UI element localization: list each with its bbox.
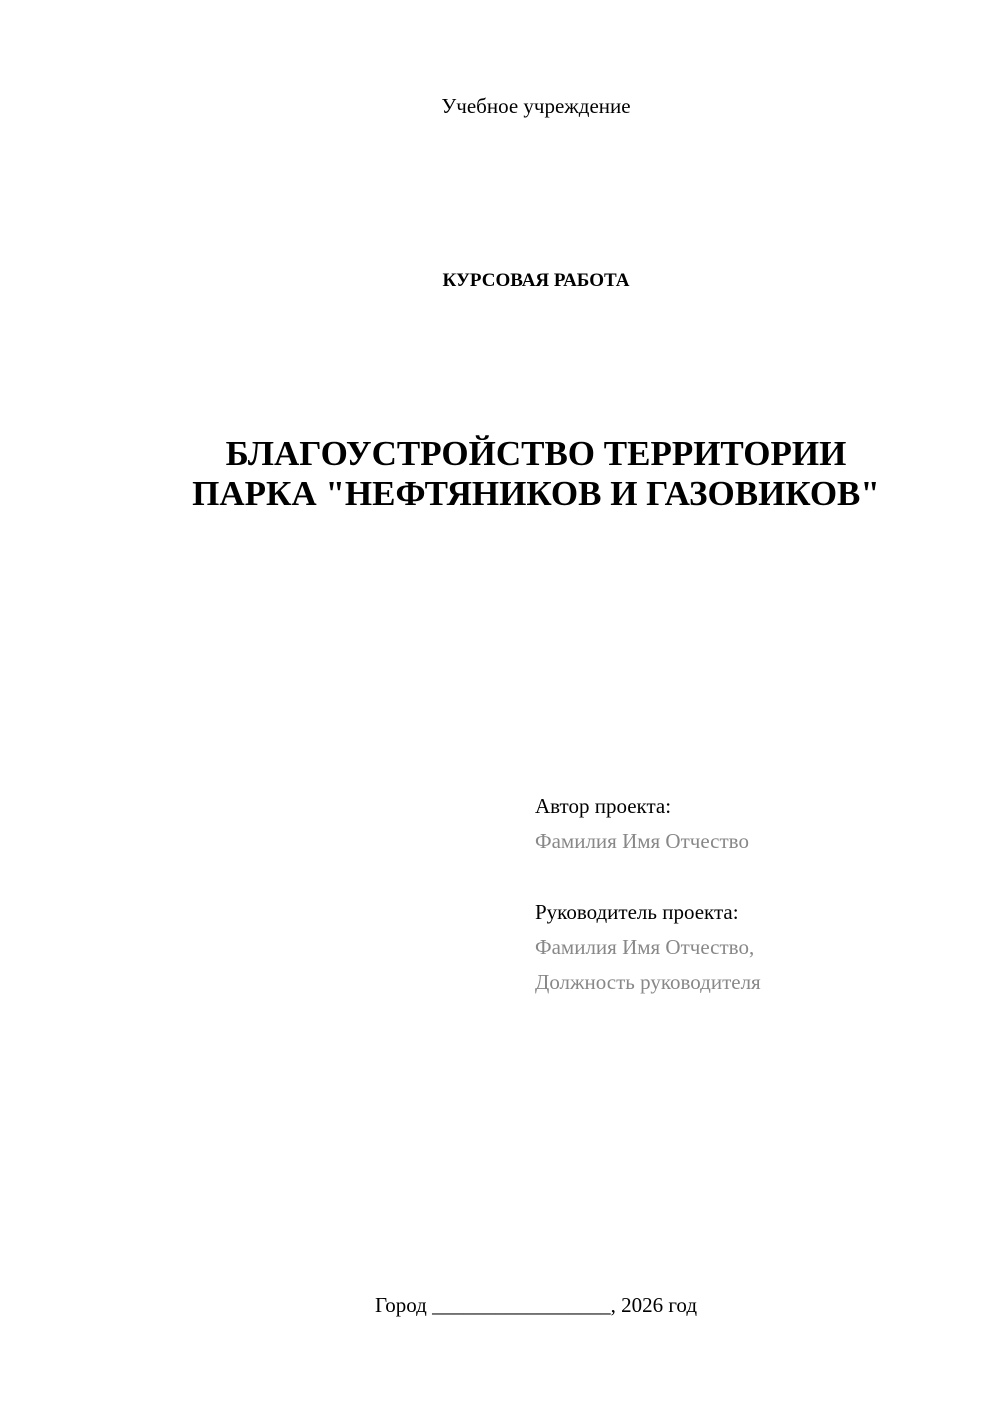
work-type-heading: КУРСОВАЯ РАБОТА [442, 270, 630, 291]
credits-spacer [535, 859, 975, 895]
title-line-1: БЛАГОУСТРОЙСТВО ТЕРРИТОРИИ [225, 434, 847, 473]
credits-block [535, 789, 975, 1000]
author-label: Автор проекта: [535, 794, 672, 818]
city-year-footer: Город _________________, 2026 год [374, 1293, 698, 1317]
supervisor-name: Фамилия Имя Отчество, [535, 935, 755, 959]
document-title [0, 434, 1000, 514]
title-line-2: ПАРКА "НЕФТЯНИКОВ И ГАЗОВИКОВ" [192, 474, 880, 513]
institution-name: Учебное учреждение [441, 94, 631, 118]
supervisor-label: Руководитель проекта: [535, 900, 739, 924]
author-name: Фамилия Имя Отчество [535, 829, 749, 853]
supervisor-position: Должность руководителя [535, 970, 761, 994]
